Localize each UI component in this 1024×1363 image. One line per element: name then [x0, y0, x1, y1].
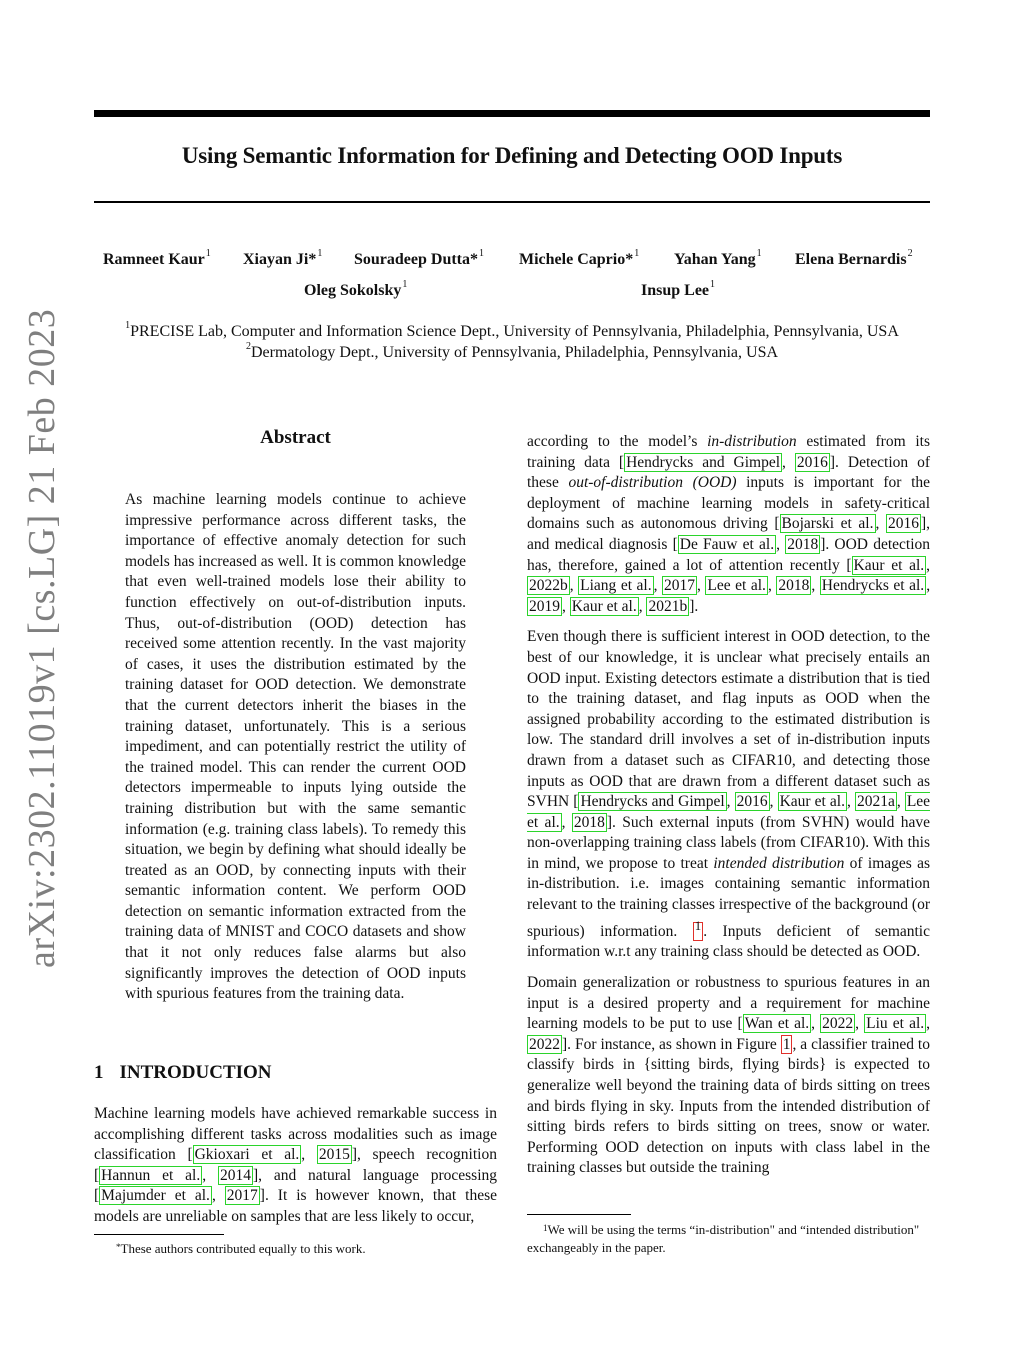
- citation-link[interactable]: Kaur et al.: [779, 793, 845, 811]
- footnote: *These authors contributed equally to this work.: [116, 1241, 366, 1256]
- author-name: Ramneet Kaur$^1$: [103, 248, 211, 268]
- citation-link[interactable]: Hannun et al.: [101, 1166, 201, 1184]
- citation-link[interactable]: 2015: [318, 1146, 350, 1164]
- intro-paragraph: Domain generalization or robustness to spurious features in an input is a desired property and a requirement for machine learning models to be put to use [ Wan et al. , 2022 , Liu et al. , 2022 ]. For instance, as shown in Figure 1 , a classifier trained to classify birds in {sitting birds, flying birds} is expected to generalize well beyond the training data of birds sitting on trees and birds flying in sky. Inputs from the intended distribution of sitting birds refers to birds sitting on trees, snow or water. Performing OOD detection on inputs with class label in the training classes but outside the training: [527, 974, 931, 1177]
- abstract-text: As machine learning models continue to achieve impressive performance across different tasks, the importance of effective anomaly detection for such models has increased as well. It is common knowledge that even well-trained models lose their ability to function effectively on out-of-distribution inputs. Thus, out-of-distribution (OOD) detection has received some attention recently. In the vast majority of cases, it uses the distribution estimated by the training dataset for OOD detection. We demonstrate that the current detectors inherit the biases in the training dataset, unfortunately. This is a serious impediment, and can potentially restrict the utility of the trained model. This can render the current OOD detectors impermeable to inputs lying outside the training distribution but with the same semantic information (e.g. training class labels). To remedy this situation, we begin by defining what should ideally be treated as an OOD, by connecting inputs with their semantic information content. We perform OOD detection on semantic information extracted from the training data of MNIST and COCO datasets and show that it not only reduces false alarms but also significantly improves the detection of OOD inputs with spurious features from the training data.: [125, 491, 466, 1003]
- citation-link[interactable]: Gkioxari et al.: [194, 1146, 300, 1164]
- citation-link[interactable]: Liang et al.: [580, 577, 652, 595]
- citation-link[interactable]: Kaur et al.: [853, 556, 925, 574]
- affiliation-line: $^2$Dermatology Dept., University of Pennsylvania, Philadelphia, Pennsylvania, USA: [245, 341, 779, 361]
- citation-link[interactable]: Lee et al.: [527, 793, 931, 831]
- footnote-link[interactable]: 1: [693, 922, 703, 941]
- intro-paragraph: Even though there is sufficient interest in OOD detection, to the best of our knowledge, it is unclear what precisely entails an OOD input. Existing detectors estimate a distribution that is tied to the training dataset, and flag inputs as OOD when the assigned probability according to the estimated distribution is low. The standard drill involves a set of in-distribution inputs drawn from a dataset such as CIFAR10, and detecting those inputs as OOD that are drawn from a different dataset such as SVHN [ Hendrycks and Gimpel , 2016 , Kaur et al. , 2021a , Lee et al. , 2018 ]. Such external inputs (from SVHN) would have non-overlapping training class labels (from CIFAR10). With this in mind, we propose to treat intended distribution of images as in-distribution. i.e. images containing semantic information relevant to the training classes irrespective of the background (or spurious) information. $^1$ . Inputs deficient of semantic information w.r.t any training class should be detected as OOD.: [527, 628, 931, 961]
- intro-paragraph: according to the model’s in-distribution estimated from its training data [ Hendrycks and Gimpel , 2016 ]. Detection of these out-of-distribution (OOD) inputs is important for the deployment of machine learning models in safety-critical domains such as autonomous driving [ Bojarski et al. , 2016 ], and medical diagnosis [ De Fauw et al. , 2018 ]. OOD detection has, therefore, gained a lot of attention recently [ Kaur et al. , 2022b , Liang et al. , 2017 , Lee et al. , 2018 , Hendrycks et al. , 2019 , Kaur et al. , 2021b ].: [527, 433, 931, 615]
- citation-link[interactable]: 2016: [887, 515, 919, 533]
- citation-link[interactable]: 2018: [787, 535, 819, 553]
- citation-link[interactable]: 2018: [573, 813, 605, 831]
- paper-title: Using Semantic Information for Defining and Detecting OOD Inputs: [181, 143, 843, 168]
- citation-link[interactable]: 2021a: [856, 793, 895, 811]
- arxiv-identifier: arXiv:2302.11019v1 [cs.LG] 21 Feb 2023: [21, 308, 63, 968]
- section-heading: 1 INTRODUCTION: [94, 1062, 272, 1083]
- citation-link[interactable]: Hendrycks and Gimpel: [626, 453, 781, 471]
- footnote-rule: [527, 1214, 631, 1215]
- citation-link[interactable]: Hendrycks et al.: [821, 577, 925, 595]
- citation-link[interactable]: Majumder et al.: [101, 1187, 210, 1205]
- citation-link[interactable]: Lee et al.: [707, 577, 766, 595]
- citation-link[interactable]: 2017: [664, 577, 696, 595]
- citation-link[interactable]: Kaur et al.: [571, 597, 637, 615]
- citation-link[interactable]: De Fauw et al.: [679, 535, 775, 553]
- title-top-rule: [94, 110, 930, 117]
- author-name: Michele Caprio*$^1$: [519, 248, 640, 268]
- author-name: Elena Bernardis$^2$: [795, 248, 913, 268]
- citation-link[interactable]: Bojarski et al.: [781, 515, 874, 533]
- title-bottom-rule: [94, 201, 930, 203]
- author-name: Souradeep Dutta*$^1$: [354, 248, 485, 268]
- author-name: Oleg Sokolsky$^1$: [304, 279, 408, 299]
- citation-link[interactable]: 2021b: [648, 597, 688, 615]
- footnote: $^1$We will be using the terms “in-distribution" and “intended distribution" exchangeably in the paper.: [527, 1222, 920, 1255]
- affiliation-line: $^1$PRECISE Lab, Computer and Information Science Dept., University of Pennsylvania, Philadelphia, Pennsylvania, USA: [125, 320, 899, 340]
- citation-link[interactable]: Hendrycks and Gimpel: [580, 793, 725, 811]
- citation-link[interactable]: Wan et al.: [744, 1015, 810, 1033]
- citation-link[interactable]: 2017: [226, 1187, 258, 1205]
- citation-link[interactable]: 2022: [822, 1015, 854, 1033]
- citation-link[interactable]: 2014: [219, 1166, 251, 1184]
- citation-link[interactable]: 2016: [736, 793, 768, 811]
- abstract-heading: Abstract: [260, 427, 331, 448]
- figure-link[interactable]: 1: [782, 1035, 791, 1053]
- citation-link[interactable]: 2016: [796, 453, 828, 471]
- author-name: Yahan Yang$^1$: [674, 248, 762, 268]
- author-name: Xiayan Ji*$^1$: [243, 248, 323, 268]
- citation-link[interactable]: Liu et al.: [866, 1015, 925, 1033]
- author-name: Insup Lee$^1$: [641, 279, 716, 299]
- citation-link[interactable]: 2022: [529, 1035, 560, 1053]
- footnote-rule: [94, 1234, 224, 1235]
- citation-link[interactable]: 2022b: [529, 577, 568, 595]
- right-column: [527, 432, 930, 1189]
- citation-link[interactable]: 2018: [778, 577, 810, 595]
- citation-link[interactable]: 2019: [529, 597, 560, 615]
- intro-paragraph: Machine learning models have achieved remarkable success in accomplishing different tasks across modalities such as image classification [ Gkioxari et al. , 2015 ], speech recognition [ Hannun et al. , 2014 ], and natural language processing [ Majumder et al. , 2017 ]. It is however known, that these models are unreliable on samples that are less likely to occur,: [94, 1105, 498, 1225]
